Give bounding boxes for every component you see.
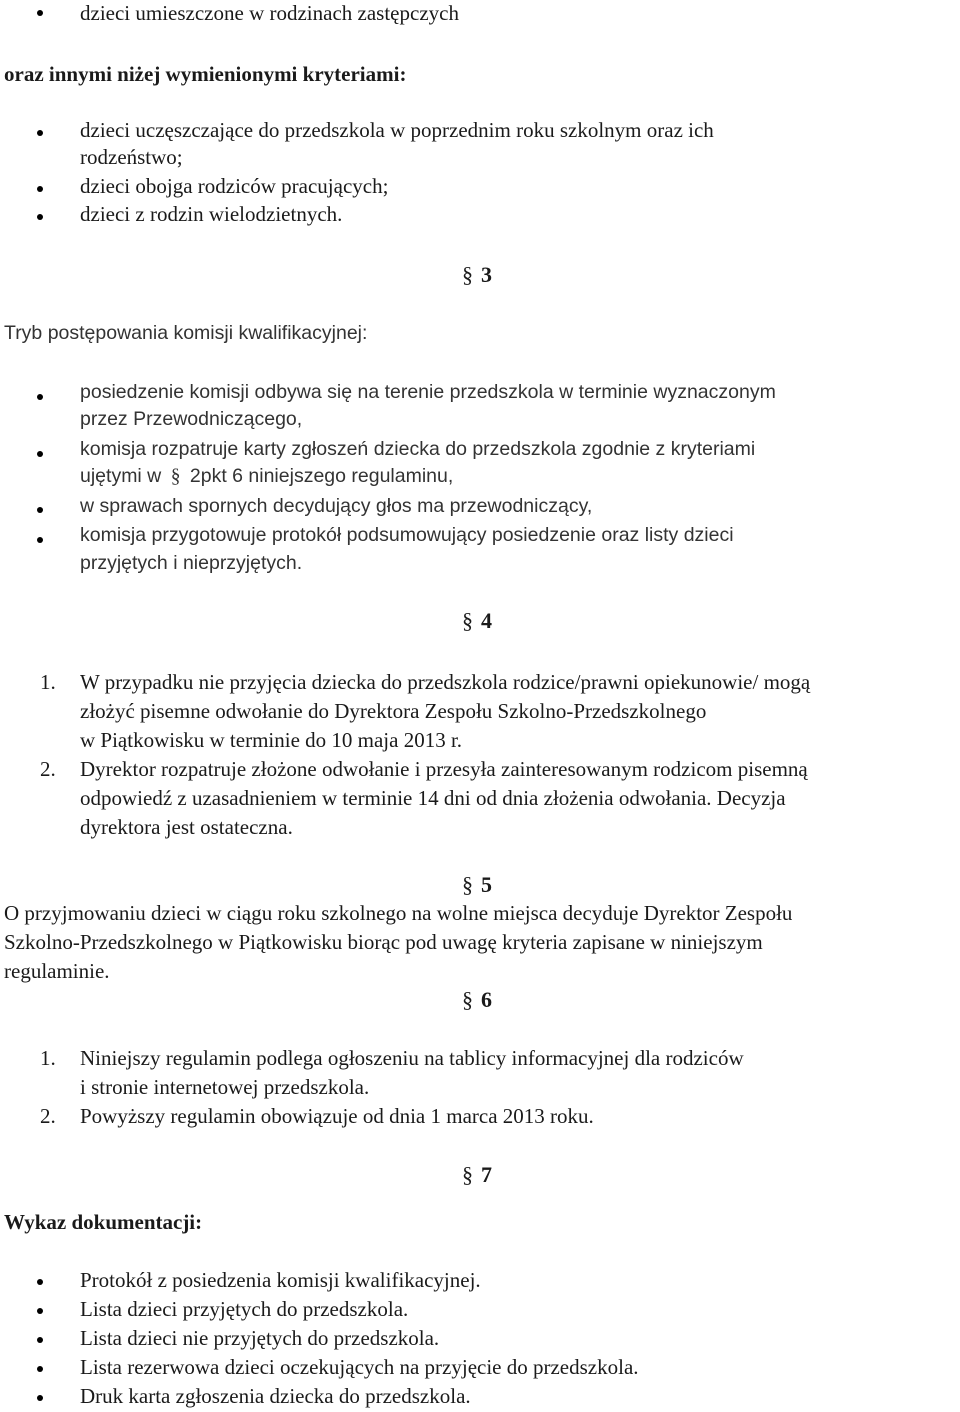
list-item: Lista dzieci nie przyjętych do przedszkola. — [80, 1326, 440, 1350]
list-item: Druk karta zgłoszenia dziecka do przedszkola. — [80, 1384, 471, 1408]
list-item: Protokół z posiedzenia komisji kwalifikacyjnej. — [80, 1268, 481, 1292]
list-item-cont: złożyć pisemne odwołanie do Dyrektora Zespołu Szkolno-Przedszkolnego — [80, 699, 707, 723]
section-3-intro: Tryb postępowania komisji kwalifikacyjnej: — [4, 322, 368, 344]
list-item: dzieci z rodzin wielodzietnych. — [80, 202, 343, 226]
list-item: dzieci umieszczone w rodzinach zastępczych — [80, 1, 459, 25]
section-3-heading: § 3 — [462, 262, 492, 287]
item-number: 1. — [40, 670, 56, 694]
section-7-heading-text: Wykaz dokumentacji: — [4, 1210, 203, 1234]
bullet — [37, 1308, 43, 1314]
section-6-heading: § 6 — [462, 987, 492, 1012]
section-7-heading: § 7 — [462, 1162, 492, 1187]
item-number: 2. — [40, 757, 56, 781]
list-item: Niniejszy regulamin podlega ogłoszeniu na tablicy informacyjnej dla rodziców — [80, 1046, 744, 1070]
list-item-cont: rodzeństwo; — [80, 145, 183, 169]
item-number: 1. — [40, 1046, 56, 1070]
list-item: W przypadku nie przyjęcia dziecka do przedszkola rodzice/prawni opiekunowie/ mogą — [80, 670, 811, 694]
paragraph-line: regulaminie. — [4, 959, 110, 983]
bullet — [37, 451, 43, 457]
criteria-heading: oraz innymi niżej wymienionymi kryteriami: — [4, 62, 407, 86]
bullet — [37, 130, 43, 136]
bullet — [37, 537, 43, 543]
section-5-heading: § 5 — [462, 872, 492, 897]
bullet — [37, 10, 43, 16]
list-item: posiedzenie komisji odbywa się na terenie przedszkola w terminie wyznaczonym — [80, 381, 776, 403]
section-4-heading: § 4 — [462, 608, 492, 633]
bullet — [37, 394, 43, 400]
list-item-cont: w Piątkowisku w terminie do 10 maja 2013 r. — [80, 728, 463, 752]
list-item-cont: przez Przewodniczącego, — [80, 408, 303, 430]
list-item-cont: i stronie internetowej przedszkola. — [80, 1075, 370, 1099]
list-item: komisja rozpatruje karty zgłoszeń dziecka do przedszkola zgodnie z kryteriami — [80, 438, 756, 460]
bullet — [37, 1366, 43, 1372]
bullet — [37, 1279, 43, 1285]
list-item: Lista rezerwowa dzieci oczekujących na przyjęcie do przedszkola. — [80, 1355, 639, 1379]
list-item: Powyższy regulamin obowiązuje od dnia 1 marca 2013 roku. — [80, 1104, 594, 1128]
bullet — [37, 1337, 43, 1343]
bullet — [37, 186, 43, 192]
list-item: Lista dzieci przyjętych do przedszkola. — [80, 1297, 409, 1321]
list-item-cont: przyjętych i nieprzyjętych. — [80, 552, 303, 574]
list-item: dzieci obojga rodziców pracujących; — [80, 174, 389, 198]
bullet — [37, 1395, 43, 1401]
section-symbol: § — [170, 466, 181, 487]
list-item: komisja przygotowuje protokół podsumowujący posiedzenie oraz listy dzieci — [80, 524, 734, 546]
list-item: w sprawach spornych decydujący głos ma przewodniczący, — [80, 495, 593, 517]
paragraph-line: O przyjmowaniu dzieci w ciągu roku szkolnego na wolne miejsca decyduje Dyrektor Zespołu — [4, 901, 793, 925]
list-item-cont: dyrektora jest ostateczna. — [80, 815, 293, 839]
list-item-cont: ujętymi w § 2pkt 6 niniejszego regulaminu, — [80, 465, 454, 487]
list-item: Dyrektor rozpatruje złożone odwołanie i przesyła zainteresowanym rodzicom pisemną — [80, 757, 808, 781]
item-number: 2. — [40, 1104, 56, 1128]
paragraph-line: Szkolno-Przedszkolnego w Piątkowisku biorąc pod uwagę kryteria zapisane w niniejszym — [4, 930, 763, 954]
bullet — [37, 507, 43, 513]
list-item: dzieci uczęszczające do przedszkola w poprzednim roku szkolnym oraz ich — [80, 118, 714, 142]
list-item-cont: odpowiedź z uzasadnieniem w terminie 14 dni od dnia złożenia odwołania. Decyzja — [80, 786, 786, 810]
bullet — [37, 214, 43, 220]
